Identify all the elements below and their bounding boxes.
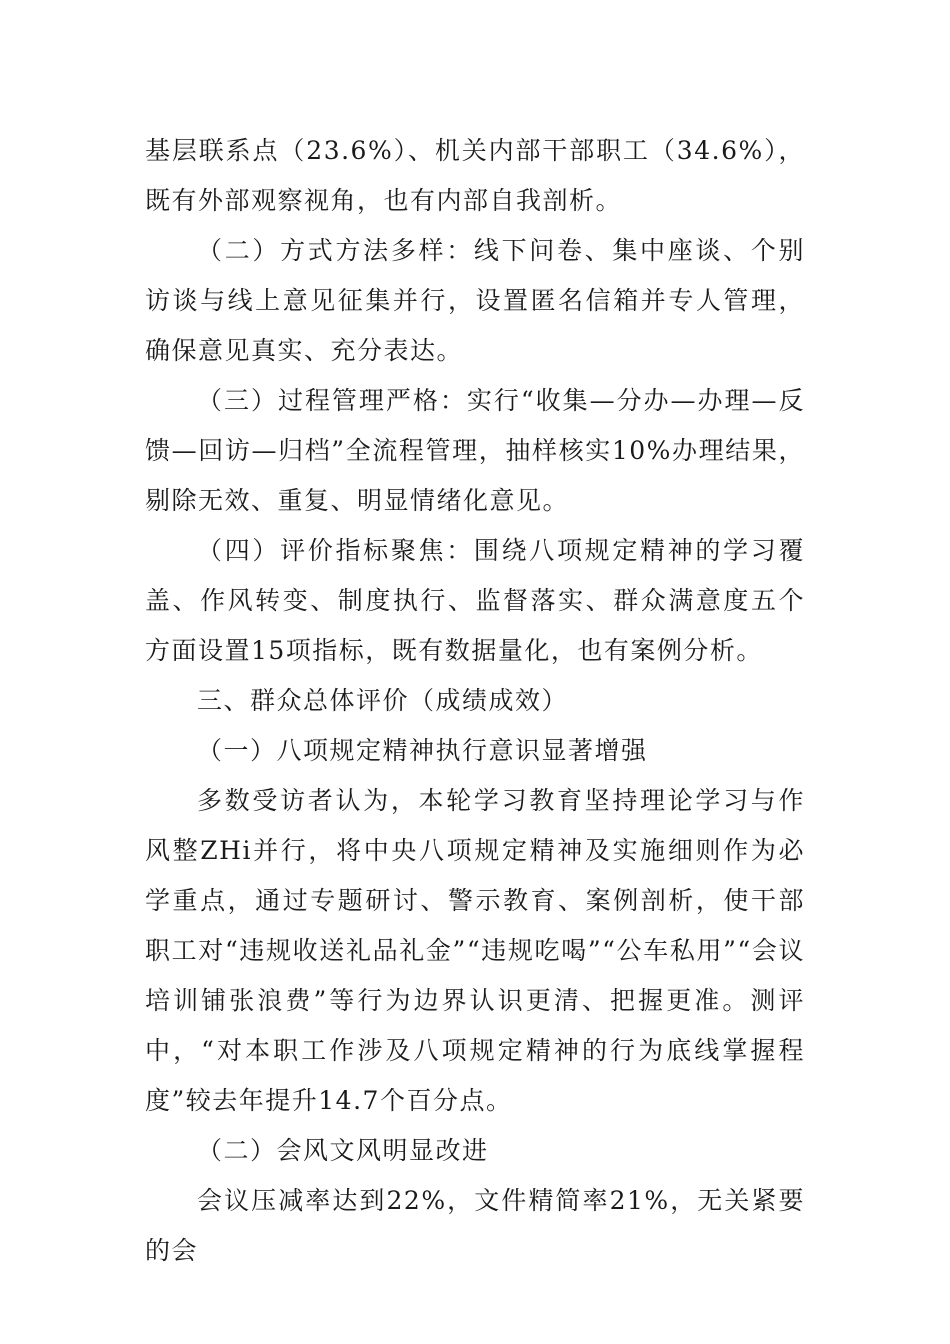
paragraph-evaluation-indicators: （四）评价指标聚焦：围绕八项规定精神的学习覆盖、作风转变、制度执行、监督落实、群众满意度五个方面设置15项指标，既有数据量化，也有案例分析。 [145,536,805,665]
subsection-heading-awareness: （一）八项规定精神执行意识显著增强 [197,736,648,765]
paragraph-respondent-sources: 基层联系点（23.6%）、机关内部干部职工（34.6%），既有外部观察视角，也有内部自我剖析。 [145,136,805,215]
subsection-heading-meeting-style: （二）会风文风明显改进 [197,1136,489,1165]
document-body [145,126,805,1276]
paragraph-awareness-details: 多数受访者认为，本轮学习教育坚持理论学习与作风整ZHi并行，将中央八项规定精神及实施细则作为必学重点，通过专题研讨、警示教育、案例剖析，使干部职工对“违规收送礼品礼金”“违规吃喝”“公车私用”“会议培训铺张浪费”等行为边界认识更清、把握更准。测评中，“对本职工作涉及八项规定精神的行为底线掌握程度”较去年提升14.7个百分点。 [145,786,805,1115]
paragraph-process-management: （三）过程管理严格：实行“收集—分办—办理—反馈—回访—归档”全流程管理，抽样核实10%办理结果，剔除无效、重复、明显情绪化意见。 [145,386,805,515]
paragraph-meeting-reduction: 会议压减率达到22%，文件精简率21%，无关紧要的会 [145,1186,805,1265]
section-heading-overall-evaluation: 三、群众总体评价（成绩成效） [197,686,569,715]
paragraph-methods: （二）方式方法多样：线下问卷、集中座谈、个别访谈与线上意见征集并行，设置匿名信箱并专人管理，确保意见真实、充分表达。 [145,236,805,365]
